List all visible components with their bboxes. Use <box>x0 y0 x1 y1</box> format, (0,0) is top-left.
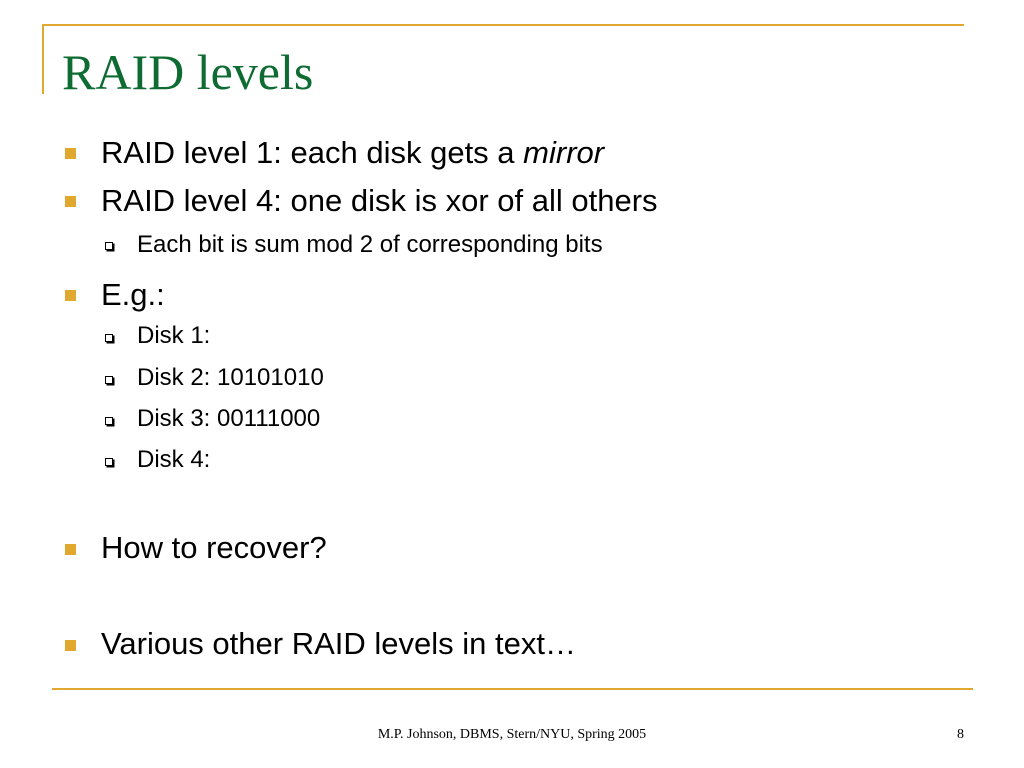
sub-bullet-each-bit: Each bit is sum mod 2 of corresponding bits <box>137 231 603 258</box>
bullet-square-icon <box>65 290 76 301</box>
bullet-raid-level-1 <box>101 135 604 171</box>
bullet-square-icon <box>65 544 76 555</box>
footer-text: M.P. Johnson, DBMS, Stern/NYU, Spring 2005 <box>377 727 647 742</box>
sub-bullet-box-icon <box>105 242 113 250</box>
sub-bullet-box-icon <box>105 334 113 342</box>
frame-left-line <box>42 24 44 94</box>
slide-title: RAID levels <box>62 44 314 100</box>
sub-bullet-disk-3: Disk 3: 00111000 <box>137 405 321 432</box>
bullet-raid-level-4: RAID level 4: one disk is xor of all others <box>101 183 658 218</box>
page-number: 8 <box>957 727 964 742</box>
sub-bullet-disk-1: Disk 1: <box>137 322 211 349</box>
frame-top-line <box>42 24 964 26</box>
bullet-square-icon <box>65 640 76 651</box>
frame-bottom-line <box>52 688 973 690</box>
bullet-example: E.g.: <box>101 277 165 312</box>
bullet-raid-level-1-text: RAID level 1: each disk gets a <box>101 135 524 170</box>
sub-bullet-disk-2: Disk 2: 10101010 <box>137 364 324 391</box>
bullet-various-other-raid: Various other RAID levels in text… <box>101 626 576 661</box>
bullet-raid-level-1-emphasis: mirror <box>523 135 605 170</box>
sub-bullet-disk-4: Disk 4: <box>137 446 211 473</box>
sub-bullet-box-icon <box>105 376 113 384</box>
sub-bullet-box-icon <box>105 417 113 425</box>
bullet-square-icon <box>65 196 76 207</box>
sub-bullet-box-icon <box>105 458 113 466</box>
bullet-square-icon <box>65 148 76 159</box>
bullet-how-to-recover: How to recover? <box>101 530 327 565</box>
